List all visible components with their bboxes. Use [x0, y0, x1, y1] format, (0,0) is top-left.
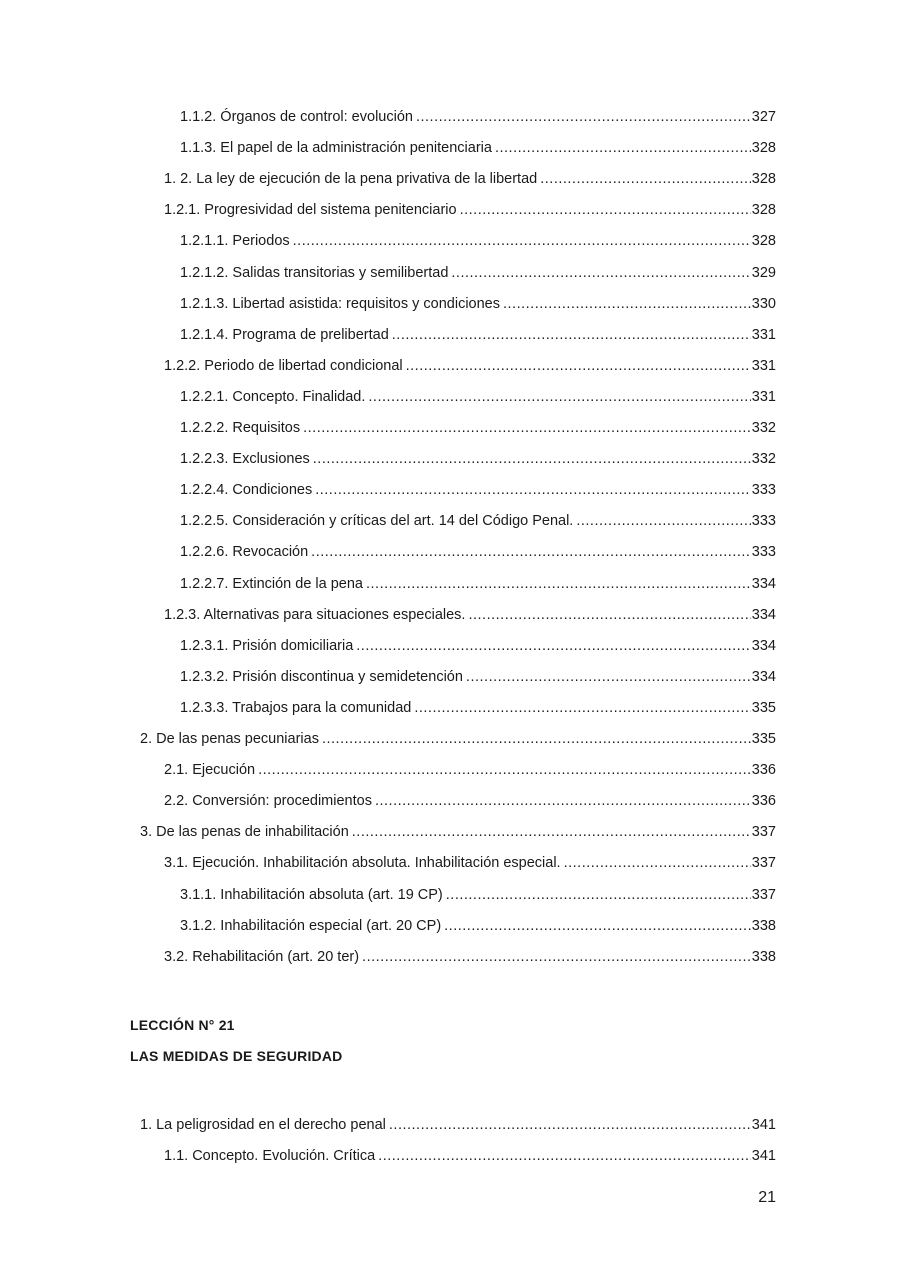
toc-dot-leader [389, 1115, 751, 1135]
toc-entry [164, 853, 776, 873]
toc-entry [164, 947, 776, 967]
toc-entry-title: 1.2.2.6. Revocación [180, 544, 309, 561]
toc-entry-page: 334 [751, 637, 776, 654]
toc-entry-title: 3. De las penas de inhabilitación [140, 824, 349, 841]
toc-entry-title: 3.1. Ejecución. Inhabilitación absoluta. Inhabilitación especial. [164, 855, 561, 872]
toc-entry-title: 1. 2. La ley de ejecución de la pena privativa de la libertad [164, 171, 538, 188]
toc-entry-page: 338 [751, 948, 776, 965]
toc-entry-page: 333 [751, 513, 776, 530]
toc-entry-title: 1.2.1.2. Salidas transitorias y semilibertad [180, 264, 449, 281]
toc-entry [180, 885, 776, 905]
toc-entry-page: 341 [751, 1148, 776, 1165]
toc-entry [180, 325, 776, 345]
toc-entry-page: 335 [751, 731, 776, 747]
toc-entry-page: 334 [751, 668, 776, 685]
toc-dot-leader [540, 169, 751, 189]
toc-entry [180, 511, 776, 531]
toc-entry-page: 329 [751, 264, 776, 281]
toc-entry-title: 1.1.3. El papel de la administración penitenciaria [180, 140, 492, 157]
toc-dot-leader [313, 449, 751, 469]
toc-entry [180, 107, 776, 127]
toc-dot-leader [503, 294, 751, 314]
toc-dot-leader [375, 791, 751, 811]
toc-entry-title: 1.2.2.4. Condiciones [180, 482, 313, 499]
toc-entry-title: 1.2.2.1. Concepto. Finalidad. [180, 388, 366, 405]
toc-dot-leader [564, 853, 751, 873]
toc-entry-title: 3.1.1. Inhabilitación absoluta (art. 19 CP) [180, 886, 443, 903]
toc-entry-title: 1. La peligrosidad en el derecho penal [140, 1117, 386, 1133]
toc-dot-leader [311, 542, 751, 562]
toc-dot-leader [495, 138, 751, 158]
toc-entry-page: 330 [751, 295, 776, 312]
toc-entry-page: 336 [751, 762, 776, 779]
toc-entry [180, 231, 776, 251]
toc-dot-leader [414, 698, 750, 718]
toc-entry [180, 138, 776, 158]
toc-entry [180, 698, 776, 718]
toc-dot-leader [362, 947, 751, 967]
toc-entry-title: 1.2.3.3. Trabajos para la comunidad [180, 699, 412, 716]
toc-entry-page: 331 [751, 357, 776, 374]
toc-entry [164, 760, 776, 780]
toc-entry-page: 331 [751, 388, 776, 405]
toc-entry-title: 1.2.2.5. Consideración y críticas del art. 14 del Código Penal. [180, 513, 574, 530]
toc-dot-leader [406, 356, 751, 376]
toc-entry-title: 1.2.2. Periodo de libertad condicional [164, 357, 403, 374]
toc-entry-page: 337 [751, 886, 776, 903]
toc-entry [180, 263, 776, 283]
toc-dot-leader [368, 387, 750, 407]
toc-dot-leader [315, 480, 751, 500]
toc-entry-page: 333 [751, 482, 776, 499]
toc-dot-leader [378, 1146, 751, 1166]
toc-entry-title: 1.2.2.7. Extinción de la pena [180, 575, 363, 592]
toc-dot-leader [460, 200, 751, 220]
toc-dot-leader [366, 574, 751, 594]
toc-entry-title: 3.1.2. Inhabilitación especial (art. 20 CP) [180, 917, 442, 934]
toc-dot-leader [446, 885, 751, 905]
toc-dot-leader [416, 107, 751, 127]
toc-dot-leader [352, 822, 751, 842]
toc-entry-title: 2.2. Conversión: procedimientos [164, 793, 372, 810]
toc-entry [180, 449, 776, 469]
toc-entry [164, 356, 776, 376]
toc-entry-title: 1.2.1.4. Programa de prelibertad [180, 326, 389, 343]
toc-entry-title: 1.2.2.3. Exclusiones [180, 451, 310, 468]
toc-entry-page: 328 [751, 233, 776, 250]
toc-dot-leader [258, 760, 751, 780]
toc-entry [140, 1115, 776, 1135]
toc-dot-leader [451, 263, 750, 283]
toc-entry-page: 336 [751, 793, 776, 810]
toc-entry [140, 822, 776, 842]
toc-entry [180, 387, 776, 407]
toc-entry-title: 1.2.1. Progresividad del sistema penitenciario [164, 202, 457, 219]
toc-entry-title: 1.2.1.1. Periodos [180, 233, 290, 250]
toc-entry-page: 332 [751, 420, 776, 436]
toc-entry [180, 418, 776, 438]
toc-entry-title: 2.1. Ejecución [164, 762, 256, 779]
toc-entry-page: 331 [751, 326, 776, 343]
toc-entry [180, 574, 776, 594]
toc-entry-page: 328 [751, 171, 776, 188]
toc-entry [164, 169, 776, 189]
toc-entry-page: 333 [751, 544, 776, 561]
toc-entry [180, 294, 776, 314]
toc-entry [164, 791, 776, 811]
toc-entry-page: 335 [751, 699, 776, 716]
toc-entry-title: 1.2.1.3. Libertad asistida: requisitos y condiciones [180, 295, 500, 312]
toc-entry-title: 1.2.3.2. Prisión discontinua y semidetención [180, 668, 463, 685]
toc-entry-title: 1.1. Concepto. Evolución. Crítica [164, 1148, 376, 1165]
toc-entry-page: 332 [751, 451, 776, 468]
toc-entry-page: 334 [751, 575, 776, 592]
toc-entry-page: 328 [751, 140, 776, 157]
toc-dot-leader [576, 511, 750, 531]
toc-dot-leader [322, 729, 751, 749]
toc-dot-leader [466, 667, 751, 687]
toc-entry-page: 337 [751, 824, 776, 841]
toc-entry-page: 337 [751, 855, 776, 872]
toc-entry [180, 542, 776, 562]
lesson-number-heading: LECCIÓN N° 21 [130, 1017, 235, 1033]
toc-entry [180, 916, 776, 936]
toc-entry-page: 341 [751, 1117, 776, 1133]
toc-dot-leader [468, 605, 750, 625]
toc-dot-leader [356, 636, 751, 656]
lesson-title-heading: LAS MEDIDAS DE SEGURIDAD [130, 1048, 343, 1064]
toc-entry [140, 729, 776, 749]
page-number: 21 [758, 1189, 776, 1206]
toc-entry-title: 3.2. Rehabilitación (art. 20 ter) [164, 948, 360, 965]
toc-entry-title: 1.2.2.2. Requisitos [180, 420, 301, 436]
toc-entry-title: 2. De las penas pecuniarias [140, 731, 319, 747]
toc-entry-page: 327 [751, 109, 776, 125]
toc-entry [164, 1146, 776, 1166]
toc-entry [164, 200, 776, 220]
toc-entry-page: 328 [751, 202, 776, 219]
toc-dot-leader [293, 231, 751, 251]
toc-dot-leader [392, 325, 751, 345]
toc-entry [180, 636, 776, 656]
toc-dot-leader [444, 916, 751, 936]
toc-entry [180, 480, 776, 500]
toc-dot-leader [303, 418, 751, 438]
toc-entry-title: 1.1.2. Órganos de control: evolución [180, 109, 413, 125]
toc-entry-title: 1.2.3. Alternativas para situaciones especiales. [164, 606, 466, 623]
toc-entry-page: 334 [751, 606, 776, 623]
toc-entry-page: 338 [751, 917, 776, 934]
toc-entry [164, 605, 776, 625]
toc-entry [180, 667, 776, 687]
toc-entry-title: 1.2.3.1. Prisión domiciliaria [180, 637, 354, 654]
